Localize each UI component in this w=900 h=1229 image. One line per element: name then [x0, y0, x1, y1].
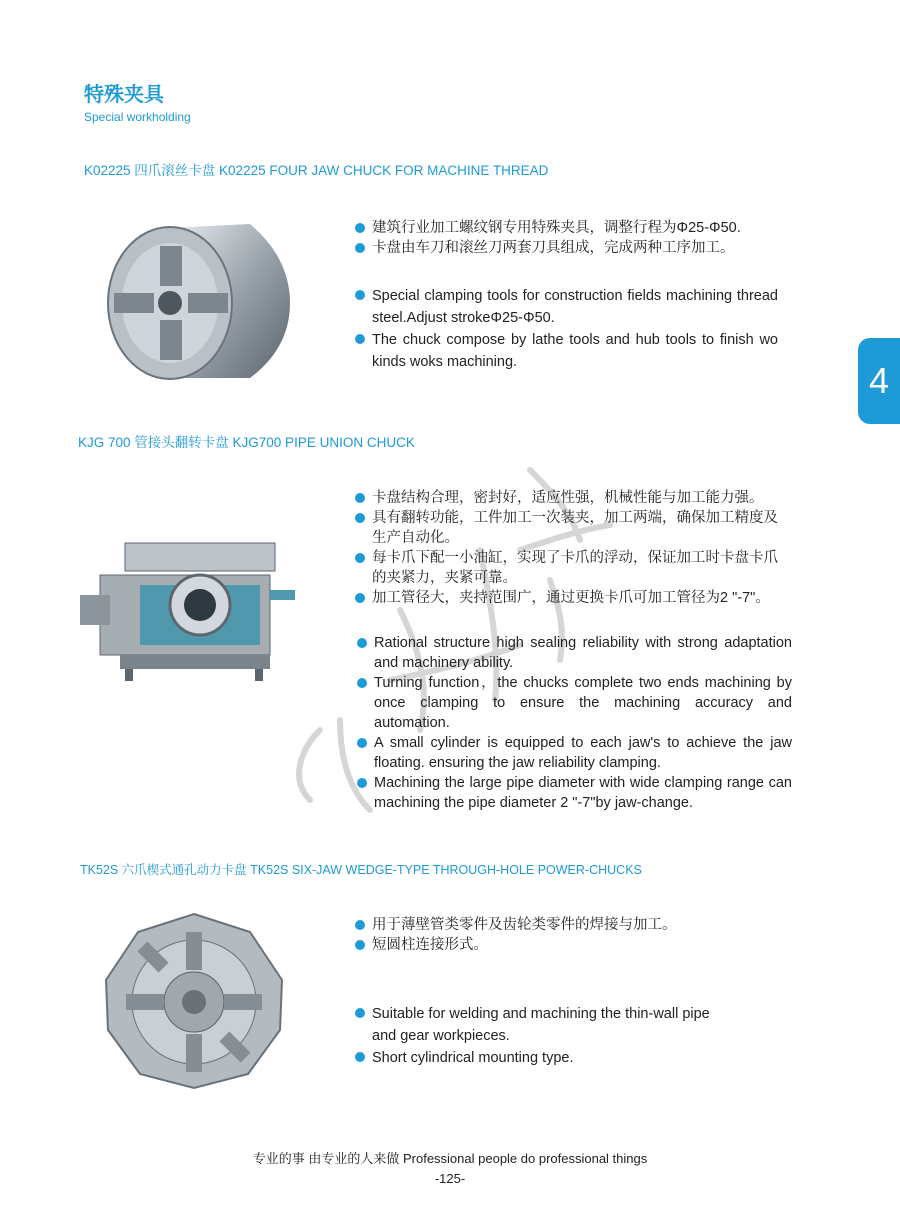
section-title-kjg700: KJG 700 管接头翻转卡盘 KJG700 PIPE UNION CHUCK: [78, 435, 415, 450]
footer-slogan: 专业的事 由专业的人来做 Professional people do professional things: [252, 1151, 648, 1166]
list-item: 建筑行业加工螺纹钢专用特殊夹具，调整行程为Φ25-Φ50.: [354, 218, 784, 238]
list-item: 用于薄壁管类零件及齿轮类零件的焊接与加工。: [354, 915, 784, 935]
four-jaw-chuck-image: [100, 218, 296, 384]
list-item: The chuck compose by lathe tools and hub tools to finish wo kinds woks machining.: [354, 329, 778, 373]
list-item: Suitable for welding and machining the thin-wall pipe and gear workpieces.: [354, 1003, 734, 1047]
list-item: 加工管径大，夹持范围广，通过更换卡爪可加工管径为2 "-7"。: [354, 588, 784, 608]
page-title: 特殊夹具: [84, 84, 164, 106]
list-item: Machining the large pipe diameter with wide clamping range can machining the pipe diameter 2 "-7"by jaw-change.: [356, 773, 792, 813]
list-item: Short cylindrical mounting type.: [354, 1047, 734, 1069]
kjg700-cn-list: [354, 488, 784, 608]
list-item: 具有翻转功能，工件加工一次装夹，加工两端，确保加工精度及生产自动化。: [354, 508, 784, 548]
tk52s-en-list: [354, 1003, 734, 1069]
list-item: Special clamping tools for construction fields machining thread steel.Adjust strokeΦ25-Φ50.: [354, 285, 778, 329]
six-jaw-chuck-image: [100, 910, 288, 1092]
k02225-en-list: [354, 285, 778, 373]
k02225-cn-list: [354, 218, 784, 258]
kjg700-en-list: [356, 633, 792, 813]
section-title-k02225: K02225 四爪滚丝卡盘 K02225 FOUR JAW CHUCK FOR MACHINE THREAD: [84, 163, 549, 178]
list-item: A small cylinder is equipped to each jaw's to achieve the jaw floating. ensuring the jaw reliability clamping.: [356, 733, 792, 773]
page-number: -125-: [434, 1171, 466, 1186]
page-subtitle: Special workholding: [84, 110, 191, 124]
list-item: 每卡爪下配一小油缸，实现了卡爪的浮动，保证加工时卡盘卡爪的夹紧力，夹紧可靠。: [354, 548, 784, 588]
tk52s-cn-list: [354, 915, 784, 955]
pipe-union-chuck-image: [80, 535, 300, 683]
chapter-tab-label: 4: [868, 360, 890, 401]
list-item: Rational structure high sealing reliability with strong adaptation and machinery ability.: [356, 633, 792, 673]
list-item: 卡盘由车刀和滚丝刀两套刀具组成，完成两种工序加工。: [354, 238, 784, 258]
list-item: 卡盘结构合理，密封好，适应性强，机械性能与加工能力强。: [354, 488, 784, 508]
chapter-tab[interactable]: [858, 338, 900, 424]
list-item: Turning function，the chucks complete two ends machining by once clamping to ensure the machining accuracy and automation.: [356, 673, 792, 733]
list-item: 短圆柱连接形式。: [354, 935, 784, 955]
section-title-tk52s: TK52S 六爪楔式通孔动力卡盘 TK52S SIX-JAW WEDGE-TYPE THROUGH-HOLE POWER-CHUCKS: [80, 863, 642, 877]
